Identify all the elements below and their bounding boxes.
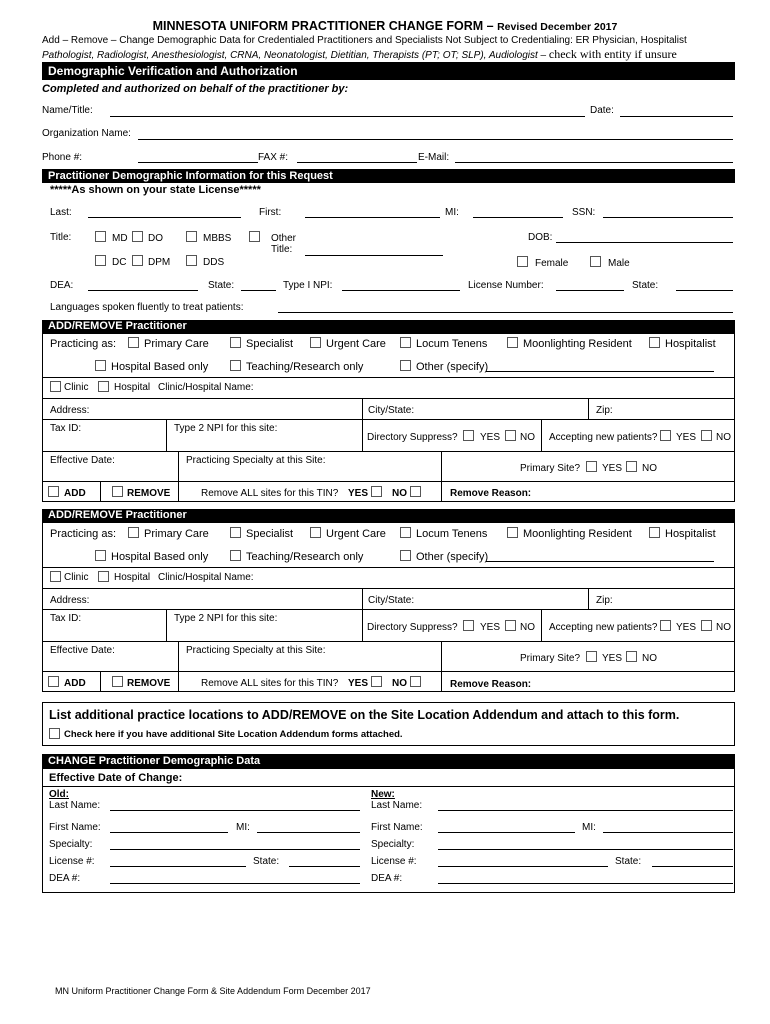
checkbox-moonlighting-resident[interactable] (507, 337, 518, 348)
label-old-specialty: Specialty: (49, 839, 93, 850)
divider (42, 451, 735, 452)
checkbox-hospital-based[interactable] (95, 360, 106, 371)
divider (100, 671, 101, 692)
checkbox-male[interactable] (590, 256, 601, 267)
label-first: First: (259, 207, 282, 218)
divider (441, 641, 442, 671)
checkbox-accepting-no[interactable] (701, 620, 712, 631)
mi-field[interactable] (473, 217, 563, 218)
label-yes: YES (348, 488, 369, 499)
label-hospital: Hospital (114, 572, 151, 583)
other-title-field[interactable] (305, 255, 443, 256)
label-new: New: (371, 789, 395, 800)
checkbox-locum-tenens[interactable] (400, 337, 411, 348)
divider (166, 609, 167, 641)
dob-field[interactable] (556, 242, 733, 243)
label-remove-all-sites: Remove ALL sites for this TIN? (201, 678, 339, 689)
label-old-mi: MI: (236, 822, 250, 833)
label-email: E-Mail: (418, 152, 450, 163)
old-license-field[interactable] (110, 866, 246, 867)
checkbox-do[interactable] (132, 231, 143, 242)
label-organization: Organization Name: (42, 128, 131, 139)
label-hospital: Hospital (114, 382, 151, 393)
checkbox-teaching-research[interactable] (230, 360, 241, 371)
label-type2-npi: Type 2 NPI for this site: (174, 423, 278, 434)
label-primary-site: Primary Site? (520, 653, 581, 664)
label-accepting-new-patients: Accepting new patients? (549, 432, 658, 443)
ssn-field[interactable] (603, 217, 733, 218)
divider (42, 481, 735, 482)
divider (178, 671, 179, 692)
checkbox-primary-site-no[interactable] (626, 651, 637, 662)
label-effective-date-of-change: Effective Date of Change: (49, 772, 183, 784)
divider (441, 481, 442, 502)
label-md: MD (112, 233, 128, 244)
add-remove-header-2: ADD/REMOVE Practitioner (42, 509, 735, 522)
label-address: Address: (50, 595, 90, 606)
label-new-first-name: First Name: (371, 822, 423, 833)
checkbox-directory-yes[interactable] (463, 430, 474, 441)
checkbox-dc[interactable] (95, 255, 106, 266)
divider (362, 609, 363, 641)
label-ssn: SSN: (572, 207, 596, 218)
subtitle-line-2: Pathologist, Radiologist, Anesthesiologist, CRNA, Neonatologist, Dietitian, Therapists (PT; OT; SLP), Audiologist – check with entity if unsure (42, 47, 677, 61)
label-languages: Languages spoken fluently to treat patients: (50, 302, 244, 313)
label-teaching-research: Teaching/Research only (246, 361, 364, 373)
divider (362, 419, 363, 451)
checkbox-locum-tenens[interactable] (400, 527, 411, 538)
section-header-verification: Demographic Verification and Authorization (42, 62, 735, 80)
last-name-field[interactable] (88, 217, 241, 218)
form-title: MINNESOTA UNIFORM PRACTITIONER CHANGE FORM – Revised December 2017 (152, 19, 618, 33)
label-dds: DDS (203, 257, 225, 268)
divider (42, 419, 735, 420)
label-yes: YES (602, 463, 623, 474)
label-hospital-based: Hospital Based only (111, 551, 209, 563)
license-number-field[interactable] (556, 290, 624, 291)
checkbox-dds[interactable] (186, 255, 197, 266)
dea-state-field[interactable] (241, 290, 276, 291)
add-remove-box-1 (42, 333, 735, 502)
label-yes: YES (676, 622, 697, 633)
label-directory-suppress: Directory Suppress? (367, 622, 458, 633)
label-no: NO (520, 432, 535, 443)
label-remove: REMOVE (127, 488, 171, 499)
new-license-field[interactable] (438, 866, 608, 867)
email-field[interactable] (455, 162, 733, 163)
label-address: Address: (50, 405, 90, 416)
other-specify-field[interactable] (486, 371, 714, 372)
divider (42, 609, 735, 610)
checkbox-remove[interactable] (112, 676, 123, 687)
divider (42, 398, 735, 399)
checkbox-md[interactable] (95, 231, 106, 242)
checkbox-remove-all-no[interactable] (410, 486, 421, 497)
divider (541, 609, 542, 641)
checkbox-hospital[interactable] (98, 381, 109, 392)
checkbox-accepting-no[interactable] (701, 430, 712, 441)
label-no: NO (716, 622, 731, 633)
new-last-name-field[interactable] (438, 810, 733, 811)
checkbox-urgent-care[interactable] (310, 527, 321, 538)
label-other: Other (271, 233, 297, 244)
checkbox-accepting-yes[interactable] (660, 430, 671, 441)
add-remove-header-1: ADD/REMOVE Practitioner (42, 320, 735, 333)
divider (42, 377, 735, 378)
label-mi: MI: (445, 207, 459, 218)
divider (42, 588, 735, 589)
label-tax-id: Tax ID: (50, 423, 82, 434)
checkbox-directory-no[interactable] (505, 430, 516, 441)
divider (541, 419, 542, 451)
footer: MN Uniform Practitioner Change Form & Site Addendum Form December 2017 (55, 986, 371, 996)
label-other-specify: Other (specify) (416, 361, 489, 373)
label-old-first-name: First Name: (49, 822, 101, 833)
old-state-field[interactable] (289, 866, 360, 867)
label-urgent-care: Urgent Care (326, 338, 386, 350)
new-state-field[interactable] (652, 866, 733, 867)
label-moonlighting-resident: Moonlighting Resident (523, 528, 632, 540)
label-no: NO (392, 488, 407, 499)
checkbox-accepting-yes[interactable] (660, 620, 671, 631)
label-practicing-specialty: Practicing Specialty at this Site: (186, 455, 326, 466)
label-remove: REMOVE (127, 678, 171, 689)
label-yes: YES (348, 678, 369, 689)
divider (588, 588, 589, 609)
label-clinic-hospital-name: Clinic/Hospital Name: (158, 382, 254, 393)
label-zip: Zip: (596, 405, 613, 416)
divider (42, 786, 735, 787)
divider (441, 671, 442, 692)
checkbox-remove-all-yes[interactable] (371, 676, 382, 687)
first-name-field[interactable] (305, 217, 440, 218)
label-new-mi: MI: (582, 822, 596, 833)
checkbox-other-title[interactable] (249, 231, 260, 242)
label-fax: FAX #: (258, 152, 289, 163)
divider (42, 671, 735, 672)
old-mi-field[interactable] (257, 832, 360, 833)
label-other-specify: Other (specify) (416, 551, 489, 563)
checkbox-add[interactable] (48, 676, 59, 687)
change-header: CHANGE Practitioner Demographic Data (42, 754, 735, 768)
divider (362, 588, 363, 609)
label-specialist: Specialist (246, 338, 294, 350)
label-tax-id: Tax ID: (50, 613, 82, 624)
name-title-field[interactable] (110, 116, 585, 117)
label-license-number: License Number: (468, 280, 544, 291)
label-clinic: Clinic (64, 572, 89, 583)
label-addendum-attached: Check here if you have additional Site Location Addendum forms attached. (64, 729, 403, 740)
new-specialty-field[interactable] (438, 849, 733, 850)
new-dea-field[interactable] (438, 883, 733, 884)
divider (588, 398, 589, 419)
divider (42, 641, 735, 642)
checkbox-primary-site-yes[interactable] (586, 461, 597, 472)
subtitle-line-1: Add – Remove – Change Demographic Data for Credentialed Practitioners and Specialists Not Subject to Credentialing: ER Physician, Hospitalist (42, 35, 687, 46)
label-moonlighting-resident: Moonlighting Resident (523, 338, 632, 350)
label-practicing-specialty: Practicing Specialty at this Site: (186, 645, 326, 656)
label-other-title: Title: (271, 244, 293, 255)
label-no: NO (642, 653, 657, 664)
revision-note: Revised December 2017 (497, 21, 618, 33)
label-hospitalist: Hospitalist (665, 338, 716, 350)
old-specialty-field[interactable] (110, 849, 360, 850)
other-specify-field[interactable] (486, 561, 714, 562)
checkbox-moonlighting-resident[interactable] (507, 527, 518, 538)
label-primary-care: Primary Care (144, 338, 209, 350)
divider (166, 419, 167, 451)
license-state-field[interactable] (676, 290, 733, 291)
label-locum-tenens: Locum Tenens (416, 528, 488, 540)
checkbox-primary-site-yes[interactable] (586, 651, 597, 662)
addendum-title: List additional practice locations to ADD/REMOVE on the Site Location Addendum and attach to this form. (49, 708, 680, 722)
label-last: Last: (50, 207, 72, 218)
label-state: State: (208, 280, 235, 291)
label-dc: DC (112, 257, 127, 268)
label-name-title: Name/Title: (42, 105, 93, 116)
label-practicing-as: Practicing as: (50, 338, 117, 350)
checkbox-primary-site-no[interactable] (626, 461, 637, 472)
checkbox-remove[interactable] (112, 486, 123, 497)
old-first-name-field[interactable] (110, 832, 228, 833)
checkbox-addendum-attached[interactable] (49, 728, 60, 739)
checkbox-female[interactable] (517, 256, 528, 267)
divider (441, 451, 442, 481)
label-accepting-new-patients: Accepting new patients? (549, 622, 658, 633)
checkbox-primary-care[interactable] (128, 337, 139, 348)
fax-field[interactable] (297, 162, 417, 163)
label-old-last-name: Last Name: (49, 800, 101, 811)
label-clinic-hospital-name: Clinic/Hospital Name: (158, 572, 254, 583)
checkbox-hospitalist[interactable] (649, 527, 660, 538)
phone-field[interactable] (138, 162, 258, 163)
divider (178, 641, 179, 671)
new-mi-field[interactable] (603, 832, 733, 833)
label-remove-all-sites: Remove ALL sites for this TIN? (201, 488, 339, 499)
label-new-dea: DEA #: (371, 873, 403, 884)
checkbox-remove-all-no[interactable] (410, 676, 421, 687)
label-specialist: Specialist (246, 528, 294, 540)
divider (100, 481, 101, 502)
label-effective-date: Effective Date: (50, 455, 115, 466)
divider (42, 567, 735, 568)
label-phone: Phone #: (42, 152, 83, 163)
label-type2-npi: Type 2 NPI for this site: (174, 613, 278, 624)
checkbox-mbbs[interactable] (186, 231, 197, 242)
label-yes: YES (480, 622, 501, 633)
checkbox-other-specify[interactable] (400, 360, 411, 371)
label-dpm: DPM (148, 257, 171, 268)
checkbox-hospitalist[interactable] (649, 337, 660, 348)
label-dob: DOB: (528, 232, 553, 243)
checkbox-hospital[interactable] (98, 571, 109, 582)
label-old-license: License #: (49, 856, 95, 867)
label-title: Title: (50, 232, 72, 243)
label-female: Female (535, 258, 569, 269)
label-old-dea: DEA #: (49, 873, 81, 884)
label-no: NO (716, 432, 731, 443)
checkbox-specialist[interactable] (230, 337, 241, 348)
label-zip: Zip: (596, 595, 613, 606)
label-city-state: City/State: (368, 405, 415, 416)
old-dea-field[interactable] (110, 883, 360, 884)
label-primary-care: Primary Care (144, 528, 209, 540)
divider (362, 398, 363, 419)
label-hospital-based: Hospital Based only (111, 361, 209, 373)
divider (178, 451, 179, 481)
checkbox-directory-yes[interactable] (463, 620, 474, 631)
label-new-license: License #: (371, 856, 417, 867)
divider (178, 481, 179, 502)
label-license-state: State: (632, 280, 659, 291)
checkbox-clinic[interactable] (50, 571, 61, 582)
add-remove-box-2 (42, 522, 735, 692)
checkbox-specialist[interactable] (230, 527, 241, 538)
old-last-name-field[interactable] (110, 810, 360, 811)
label-urgent-care: Urgent Care (326, 528, 386, 540)
label-locum-tenens: Locum Tenens (416, 338, 488, 350)
checkbox-remove-all-yes[interactable] (371, 486, 382, 497)
label-clinic: Clinic (64, 382, 89, 393)
label-no: NO (520, 622, 535, 633)
label-add: ADD (64, 488, 86, 499)
label-no: NO (642, 463, 657, 474)
label-primary-site: Primary Site? (520, 463, 581, 474)
label-remove-reason: Remove Reason: (450, 488, 532, 499)
checkbox-hospital-based[interactable] (95, 550, 106, 561)
label-dea: DEA: (50, 280, 74, 291)
label-new-specialty: Specialty: (371, 839, 415, 850)
label-practicing-as: Practicing as: (50, 528, 117, 540)
label-yes: YES (676, 432, 697, 443)
label-add: ADD (64, 678, 86, 689)
label-old-state: State: (253, 856, 280, 867)
label-city-state: City/State: (368, 595, 415, 606)
checkbox-dpm[interactable] (132, 255, 143, 266)
label-old: Old: (49, 789, 69, 800)
label-directory-suppress: Directory Suppress? (367, 432, 458, 443)
label-yes: YES (602, 653, 623, 664)
checkbox-directory-no[interactable] (505, 620, 516, 631)
type1-npi-field[interactable] (342, 290, 460, 291)
checkbox-urgent-care[interactable] (310, 337, 321, 348)
checkbox-primary-care[interactable] (128, 527, 139, 538)
section-subheader-license: *****As shown on your state License***** (50, 184, 261, 196)
label-mbbs: MBBS (203, 233, 232, 244)
label-type1-npi: Type I NPI: (283, 280, 333, 291)
label-new-state: State: (615, 856, 642, 867)
label-teaching-research: Teaching/Research only (246, 551, 364, 563)
languages-field[interactable] (278, 312, 733, 313)
dea-field[interactable] (88, 290, 198, 291)
label-male: Male (608, 258, 630, 269)
checkbox-other-specify[interactable] (400, 550, 411, 561)
label-hospitalist: Hospitalist (665, 528, 716, 540)
label-effective-date: Effective Date: (50, 645, 115, 656)
checkbox-add[interactable] (48, 486, 59, 497)
label-date: Date: (590, 105, 614, 116)
section-header-demographic: Practitioner Demographic Information for this Request (42, 169, 735, 183)
checkbox-clinic[interactable] (50, 381, 61, 392)
checkbox-teaching-research[interactable] (230, 550, 241, 561)
label-new-last-name: Last Name: (371, 800, 423, 811)
section-subheader-authorized: Completed and authorized on behalf of the practitioner by: (42, 83, 349, 95)
label-remove-reason: Remove Reason: (450, 679, 532, 690)
date-field[interactable] (620, 116, 733, 117)
new-first-name-field[interactable] (438, 832, 575, 833)
organization-field[interactable] (138, 139, 733, 140)
label-no: NO (392, 678, 407, 689)
label-yes: YES (480, 432, 501, 443)
label-do: DO (148, 233, 163, 244)
